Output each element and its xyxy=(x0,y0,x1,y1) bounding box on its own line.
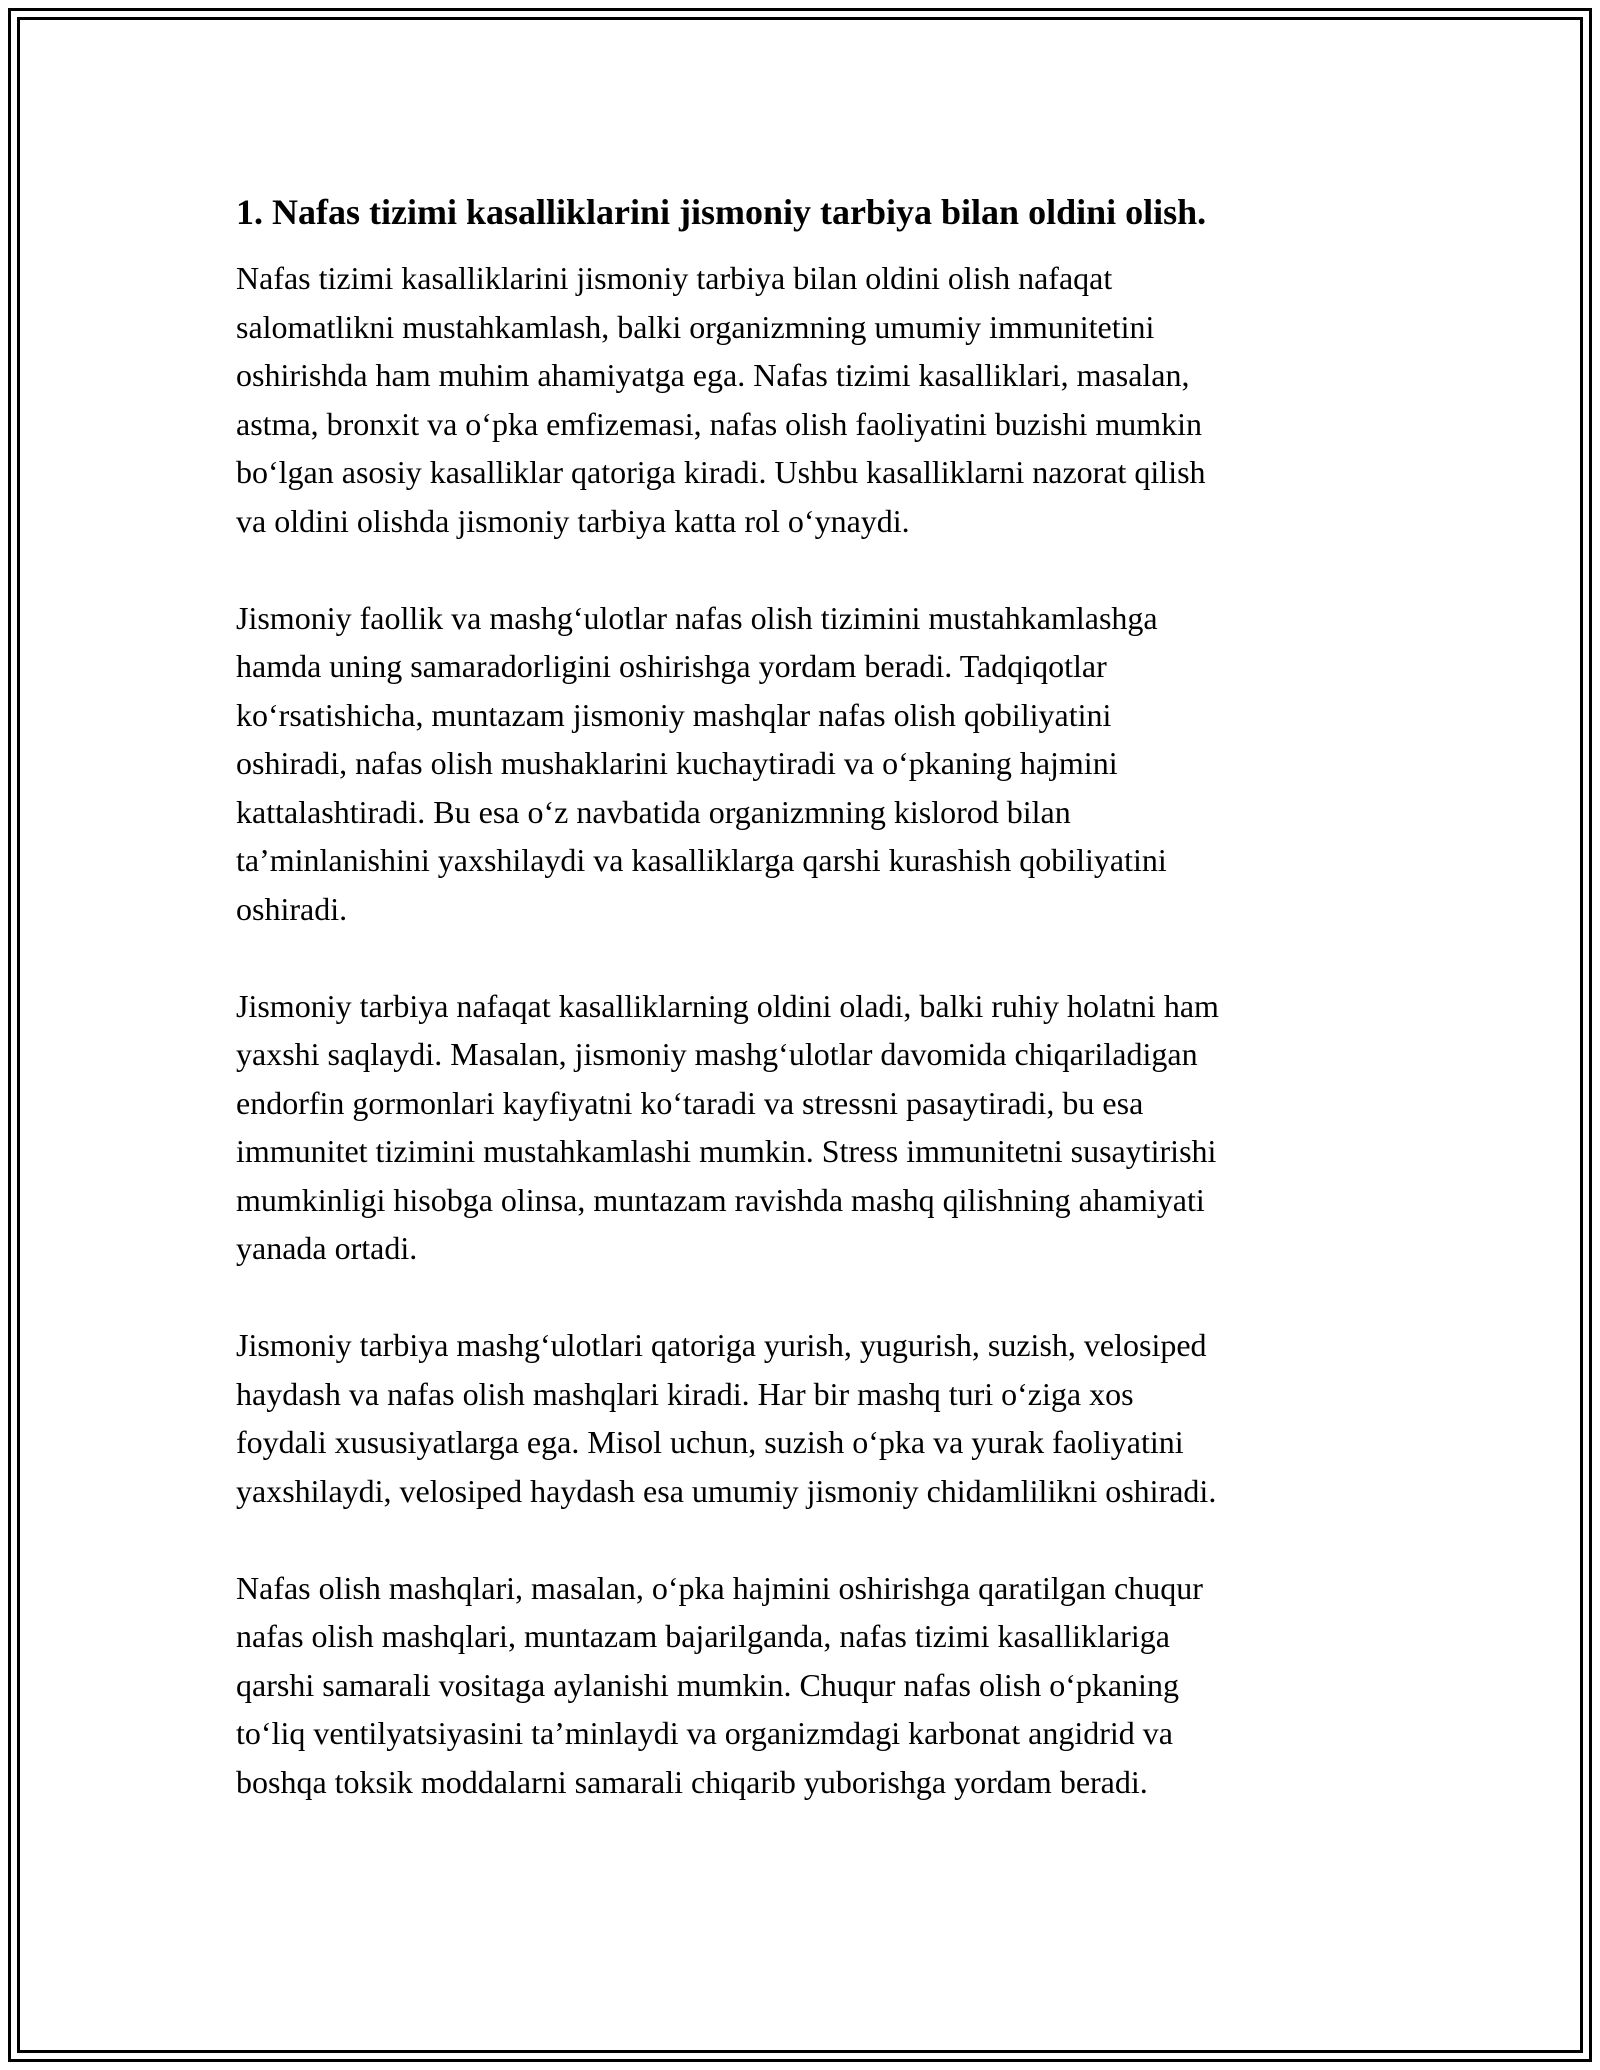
document-body xyxy=(236,186,1376,1855)
paragraph-line: endorfin gormonlari kayfiyatni ko‘taradi va stressni pasaytiradi, bu esa xyxy=(236,1084,1144,1121)
paragraph-line: foydali xususiyatlarga ega. Misol uchun, suzish o‘pka va yurak faoliyatini xyxy=(236,1424,1184,1460)
paragraph xyxy=(236,254,1376,545)
paragraph-line: Jismoniy tarbiya mashg‘ulotlari qatoriga yurish, yugurish, suzish, velosiped xyxy=(236,1327,1207,1363)
paragraph-line: hamda uning samaradorligini oshirishga yordam beradi. Tadqiqotlar xyxy=(236,648,1107,684)
paragraph-line: oshiradi, nafas olish mushaklarini kuchaytiradi va o‘pkaning hajmini xyxy=(236,745,1118,781)
paragraph-line: Jismoniy faollik va mashg‘ulotlar nafas olish tizimini mustahkamlashga xyxy=(236,599,1158,636)
paragraph-line: astma, bronxit va o‘pka emfizemasi, nafas olish faoliyatini buzishi mumkin xyxy=(236,405,1202,442)
paragraph-line: va oldini olishda jismoniy tarbiya katta rol o‘ynaydi. xyxy=(236,502,910,539)
paragraph-line: nafas olish mashqlari, muntazam bajarilganda, nafas tizimi kasalliklariga xyxy=(236,1618,1170,1654)
paragraph-line: Nafas olish mashqlari, masalan, o‘pka hajmini oshirishga qaratilgan chuqur xyxy=(236,1569,1203,1606)
paragraph xyxy=(236,1321,1376,1515)
paragraph-line: to‘liq ventilyatsiyasini ta’minlaydi va organizmdagi karbonat angidrid va xyxy=(236,1715,1173,1751)
paragraph-line: qarshi samarali vositaga aylanishi mumkin. Chuqur nafas olish o‘pkaning xyxy=(236,1666,1179,1703)
paragraph-line: oshirishda ham muhim ahamiyatga ega. Nafas tizimi kasalliklari, masalan, xyxy=(236,357,1190,393)
paragraph-line: immunitet tizimini mustahkamlashi mumkin. Stress immunitetni susaytirishi xyxy=(236,1133,1217,1169)
paragraph-line: mumkinligi hisobga olinsa, muntazam ravishda mashq qilishning ahamiyati xyxy=(236,1181,1205,1218)
paragraph-line: yaxshi saqlaydi. Masalan, jismoniy mashg‘ulotlar davomida chiqariladigan xyxy=(236,1036,1198,1072)
paragraph-line: Jismoniy tarbiya nafaqat kasalliklarning oldini oladi, balki ruhiy holatni ham xyxy=(236,987,1219,1024)
paragraph-line: ko‘rsatishicha, muntazam jismoniy mashqlar nafas olish qobiliyatini xyxy=(236,696,1112,733)
paragraph-line: oshiradi. xyxy=(236,890,348,927)
paragraph-line: boshqa toksik moddalarni samarali chiqarib yuborishga yordam beradi. xyxy=(236,1763,1148,1800)
section-heading: 1. Nafas tizimi kasalliklarini jismoniy tarbiya bilan oldini olish. xyxy=(236,192,1207,232)
paragraph-line: Nafas tizimi kasalliklarini jismoniy tarbiya bilan oldini olish nafaqat xyxy=(236,260,1113,296)
paragraph-list xyxy=(236,254,1376,1806)
paragraph-line: kattalashtiradi. Bu esa o‘z navbatida organizmning kislorod bilan xyxy=(236,793,1071,830)
paragraph-line: yaxshilaydi, velosiped haydash esa umumiy jismoniy chidamlilikni oshiradi. xyxy=(236,1472,1217,1509)
paragraph-line: bo‘lgan asosiy kasalliklar qatoriga kiradi. Ushbu kasalliklarni nazorat qilish xyxy=(236,454,1206,490)
paragraph-line: ta’minlanishini yaxshilaydi va kasalliklarga qarshi kurashish qobiliyatini xyxy=(236,842,1167,878)
paragraph xyxy=(236,982,1376,1273)
paragraph-line: haydash va nafas olish mashqlari kiradi. Har bir mashq turi o‘ziga xos xyxy=(236,1375,1134,1412)
paragraph xyxy=(236,594,1376,934)
paragraph-line: salomatlikni mustahkamlash, balki organizmning umumiy immunitetini xyxy=(236,308,1155,345)
paragraph-line: yanada ortadi. xyxy=(236,1230,418,1266)
paragraph xyxy=(236,1564,1376,1807)
